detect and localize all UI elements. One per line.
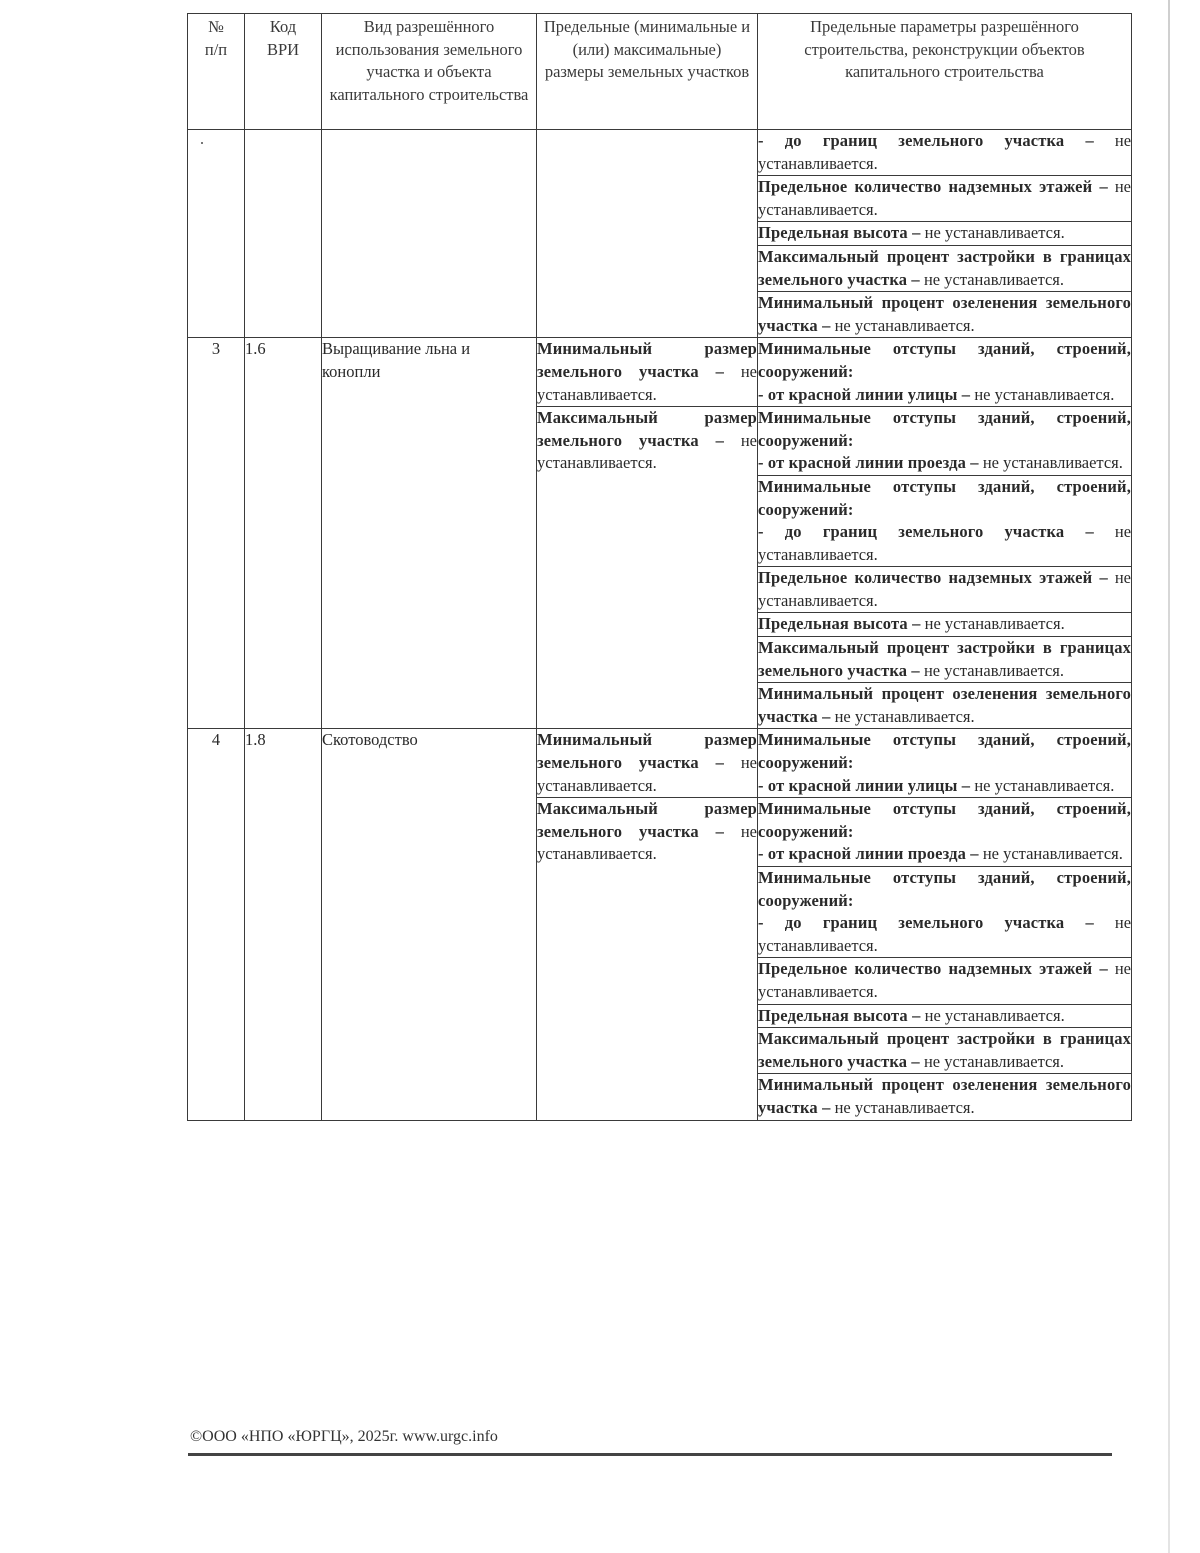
params-entry [758, 683, 1131, 729]
entry-heading: Предельная высота – [758, 614, 921, 634]
entry-value: не устанавливается. [974, 775, 1115, 795]
use-name: Скотоводство [322, 729, 537, 1120]
entry-value: не устанавливается. [923, 1051, 1065, 1071]
entry-value: не устанавливается. [834, 1097, 975, 1117]
entry-heading: Минимальный процент озеленения земельного участка – [758, 293, 1131, 335]
entry-heading: Максимальный процент застройки в границах земельного участка – [758, 638, 1131, 680]
params-entry [758, 222, 1131, 246]
params-entry [758, 613, 1131, 637]
regulations-table [187, 13, 1132, 1121]
entry-heading: Максимальный процент застройки в границах земельного участка – [758, 246, 1131, 289]
params-entry [758, 292, 1131, 338]
entry-heading: Максимальный размер земельного участка – [537, 799, 757, 841]
header-num: № п/п [188, 14, 245, 130]
params-entry [758, 407, 1131, 476]
footer-copyright: ©ООО «НПО «ЮРГЦ», 2025г. www.urgc.info [190, 1428, 498, 1445]
entry-value: не устанавливается. [758, 177, 1131, 219]
table-header-row [188, 14, 1132, 130]
sizes-cell [537, 338, 758, 729]
params-cell [758, 729, 1132, 1120]
params-entry [758, 475, 1131, 566]
params-entry [758, 1004, 1131, 1028]
entry-heading: Минимальный процент озеленения земельного участка – [758, 1075, 1131, 1117]
size-entry [537, 798, 757, 866]
entry-value: не устанавливается. [537, 430, 757, 473]
header-use: Вид разрешённого использования земельного участка и объекта капитального строительства [322, 14, 537, 130]
vri-code: 1.6 [245, 338, 322, 729]
entry-heading: Минимальный процент озеленения земельного участка – [758, 684, 1131, 726]
params-entry [758, 729, 1131, 797]
entry-subheading: - от красной линии проезда – [758, 453, 979, 473]
entry-heading: Максимальный процент застройки в границах земельного участка – [758, 1029, 1131, 1071]
entry-value: не устанавливается. [758, 131, 1132, 173]
params-cell [758, 130, 1132, 338]
params-entry [758, 958, 1131, 1004]
params-cell [758, 338, 1132, 729]
row-number: 4 [188, 729, 245, 1120]
entry-subheading: - до границ земельного участка – [758, 913, 1094, 933]
entry-value: не устанавливается. [982, 453, 1123, 473]
params-entry [758, 338, 1131, 406]
size-entry [537, 729, 757, 797]
entry-heading: Минимальные отступы зданий, строений, сооружений: [758, 868, 1131, 910]
entry-heading: Предельная высота – [758, 1005, 921, 1025]
entry-value: не устанавливается. [537, 361, 757, 404]
params-entry [758, 637, 1131, 683]
table-row-continuation [188, 130, 1132, 338]
entry-heading: Минимальные отступы зданий, строений, сооружений: [758, 476, 1131, 519]
header-code: Код ВРИ [245, 14, 322, 130]
entry-value: не устанавливается. [537, 753, 757, 795]
params-entry [758, 1074, 1131, 1120]
entry-value: не устанавливается. [758, 959, 1131, 1001]
params-entry [758, 867, 1131, 958]
entry-value: не устанавливается. [758, 568, 1131, 610]
vri-code: 1.8 [245, 729, 322, 1120]
entry-heading: - до границ земельного участка – [758, 131, 1094, 150]
entry-heading: Минимальные отступы зданий, строений, сооружений: [758, 799, 1131, 841]
table-row [188, 729, 1132, 1120]
params-entry [758, 245, 1131, 291]
params-entry [758, 176, 1131, 222]
params-entry [758, 567, 1131, 613]
entry-value: не устанавливается. [758, 913, 1132, 955]
entry-heading: Минимальный размер земельного участка – [537, 730, 757, 773]
entry-value: не устанавливается. [758, 522, 1132, 564]
entry-subheading: - до границ земельного участка – [758, 522, 1094, 542]
row-number: 3 [188, 338, 245, 729]
entry-value: не устанавливается. [924, 1005, 1065, 1025]
entry-heading: Максимальный размер земельного участка – [537, 408, 757, 450]
entry-value: не устанавливается. [974, 384, 1115, 404]
table-row [188, 338, 1132, 729]
header-params: Предельные параметры разрешённого строительства, реконструкции объектов капитального строительства [758, 14, 1132, 130]
entry-heading: Предельная высота – [758, 223, 921, 243]
params-entry [758, 798, 1131, 867]
entry-heading: Минимальные отступы зданий, строений, сооружений: [758, 730, 1131, 773]
entry-heading: Минимальный размер земельного участка – [537, 339, 757, 381]
size-entry [537, 407, 757, 475]
use-name: Выращивание льна и конопли [322, 338, 537, 729]
entry-heading: Минимальные отступы зданий, строений, сооружений: [758, 339, 1131, 381]
entry-heading: Предельное количество надземных этажей – [758, 177, 1108, 197]
params-entry [758, 1028, 1131, 1074]
entry-heading: Предельное количество надземных этажей – [758, 959, 1108, 979]
size-entry [537, 338, 757, 406]
entry-value: не устанавливается. [924, 614, 1065, 634]
sizes-cell [537, 729, 758, 1120]
entry-value: не устанавливается. [924, 223, 1065, 243]
entry-subheading: - от красной линии улицы – [758, 384, 971, 404]
entry-heading: Минимальные отступы зданий, строений, сооружений: [758, 408, 1131, 450]
entry-value: не устанавливается. [537, 821, 757, 864]
entry-value: не устанавливается. [982, 844, 1123, 864]
entry-value: не устанавливается. [923, 269, 1065, 289]
entry-value: не устанавливается. [834, 706, 975, 726]
header-size: Предельные (минимальные и (или) максимальные) размеры земельных участков [537, 14, 758, 130]
entry-subheading: - от красной линии улицы – [758, 775, 971, 795]
entry-value: не устанавливается. [834, 315, 975, 335]
footer-rule [188, 1453, 1112, 1456]
entry-value: не устанавливается. [923, 660, 1065, 680]
scan-edge [1168, 0, 1170, 1553]
entry-heading: Предельное количество надземных этажей – [758, 568, 1108, 588]
entry-subheading: - от красной линии проезда – [758, 844, 979, 864]
params-entry [758, 130, 1131, 176]
